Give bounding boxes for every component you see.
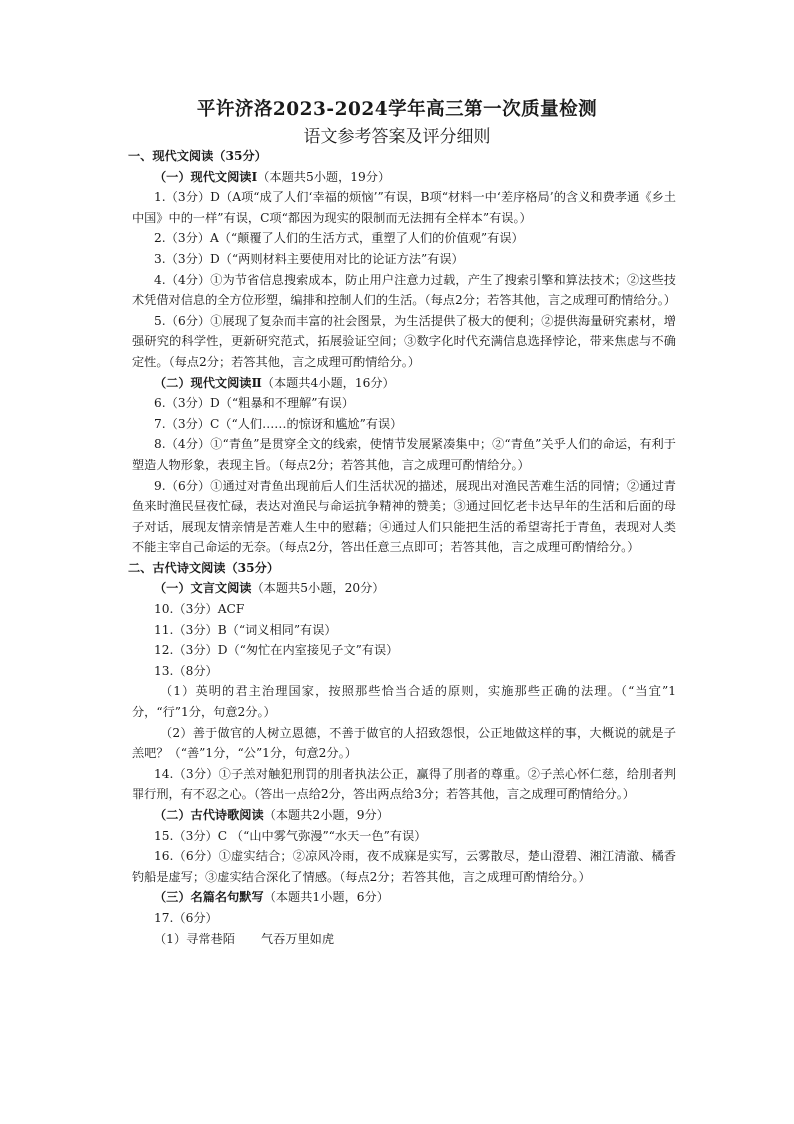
subsection-name: （一）现代文阅读Ⅰ xyxy=(154,169,258,184)
answer-q15: 15.（3分）C （“山中雾气弥漫”“水天一色”有误） xyxy=(154,828,427,843)
answer-q6: 6.（3分）D（“粗暴和不理解”有误） xyxy=(154,396,355,411)
answer-q13-part2: （2）善于做官的人树立恩德，不善于做官的人招致怨恨，公正地做这样的事，大概说的就是子羔吧？（“善”1分，“公”1分，句意2分。） xyxy=(132,725,676,761)
answer-q7: 7.（3分）C（“人们……的惊讶和尴尬”有误） xyxy=(154,416,403,431)
answer-q17-part1-first: （1）寻常巷陌 xyxy=(154,931,235,946)
subsection-heading-modern-reading-1 xyxy=(154,167,676,188)
page-title: 平许济洛2023-2024学年高三第一次质量检测 xyxy=(196,99,598,120)
answer-q14: 14.（3分）①子羔对触犯刑罚的刖者执法公正，赢得了刖者的尊重。②子羔心怀仁慈，给刖者判罪行刑，有不忍之心。（答出一点给2分，答出两点给3分；若答其他，言之成理可酌情给分。） xyxy=(132,766,676,802)
subsection-note: （本题共1小题，6分） xyxy=(263,890,389,905)
subsection-note: （本题共4小题，16分） xyxy=(261,375,395,390)
answer-q16: 16.（6分）①虚实结合；②凉风冷雨，夜不成寐是实写，云雾散尽，楚山澄碧、湘江清澈、橘香钓船是虚写；③虚实结合深化了情感。（每点2分；若答其他，言之成理可酌情给分。） xyxy=(132,849,676,884)
answer-q17-part1-second: 气吞万里如虎 xyxy=(260,931,335,946)
answer-q17: 17.（6分） xyxy=(154,910,218,925)
answer-q12: 12.（3分）D（“匆忙在内室接见子文”有误） xyxy=(154,643,399,658)
answer-q9: 9.（6分）①通过对青鱼出现前后人们生活状况的描述，展现出对渔民苦难生活的同情；②通过青鱼来时渔民昼夜忙碌，表达对渔民与命运抗争精神的赞美；③通过回忆老卡达早年的生活和后面的母子对话，展现友情亲情是苦难人生中的慰藉；④通过人们只能把生活的希望寄托于青鱼，表现对人类不能主宰自己命运的无奈。（每点2分，答出任意三点即可；若答其他，言之成理可酌情给分。） xyxy=(132,478,676,555)
subsection-heading-classical-prose xyxy=(154,578,676,599)
answer-q13: 13.（8分） xyxy=(154,663,218,678)
answer-q5: 5.（6分）①展现了复杂而丰富的社会图景，为生活提供了极大的便利；②提供海量研究素材，增强研究的科学性，更新研究范式，拓展验证空间；③数字化时代充满信息选择悖论，带来焦虑与不确定性。（每点2分；若答其他，言之成理可酌情给分。） xyxy=(132,313,676,369)
subsection-name: （二）古代诗歌阅读 xyxy=(154,808,264,822)
subsection-name: （一）文言文阅读 xyxy=(154,581,252,596)
subsection-note: （本题共5小题，19分） xyxy=(257,169,391,184)
answer-q2: 2.（3分）A（“颠覆了人们的生活方式，重塑了人们的价值观”有误） xyxy=(154,231,524,246)
answer-q13-part1: （1）英明的君主治理国家，按照那些恰当合适的原则，实施那些正确的法理。（“当宜”1分，“行”1分，句意2分。） xyxy=(132,684,676,720)
subsection-name: （二）现代文阅读Ⅱ xyxy=(154,375,262,390)
answer-q3: 3.（3分）D（“两则材料主要使用对比的论证方法”有误） xyxy=(154,251,464,266)
subsection-heading-modern-reading-2 xyxy=(154,373,676,394)
answer-q10: 10.（3分）ACF xyxy=(154,602,245,617)
section-heading-modern-reading: 一、现代文阅读（35分） xyxy=(128,149,267,163)
subsection-name: （三）名篇名句默写 xyxy=(154,890,264,905)
subsection-heading-classical-poetry xyxy=(154,805,676,826)
subsection-heading-famous-quotes xyxy=(154,887,676,908)
subsection-note: （本题共2小题，9分） xyxy=(263,808,389,822)
answer-q17-part1 xyxy=(132,929,676,950)
answer-q8: 8.（4分）①“青鱼”是贯穿全文的线索，使情节发展紧凑集中；②“青鱼”关乎人们的命运，有利于塑造人物形象，表现主旨。（每点2分；若答其他，言之成理可酌情给分。） xyxy=(132,437,676,472)
answer-q1: 1.（3分）D（A项“成了人们‘幸福的烦恼’”有误，B项“材料一中‘差序格局’的含义和费孝通《乡土中国》中的一样”有误，C项“都因为现实的限制而无法拥有全样本”有误。） xyxy=(132,190,676,225)
answer-q11: 11.（3分）B（“词义相同”有误） xyxy=(154,622,337,637)
subsection-note: （本题共5小题，20分） xyxy=(251,581,385,596)
answer-content xyxy=(128,146,676,949)
page-subtitle: 语文参考答案及评分细则 xyxy=(303,127,491,147)
answer-q4: 4.（4分）①为节省信息搜索成本，防止用户注意力过载，产生了搜索引擎和算法技术；②这些技术凭借对信息的全方位形塑，编排和控制人们的生活。（每点2分；若答其他，言之成理可酌情给分。） xyxy=(132,272,676,308)
section-heading-classical-reading: 二、古代诗文阅读（35分） xyxy=(128,560,280,575)
